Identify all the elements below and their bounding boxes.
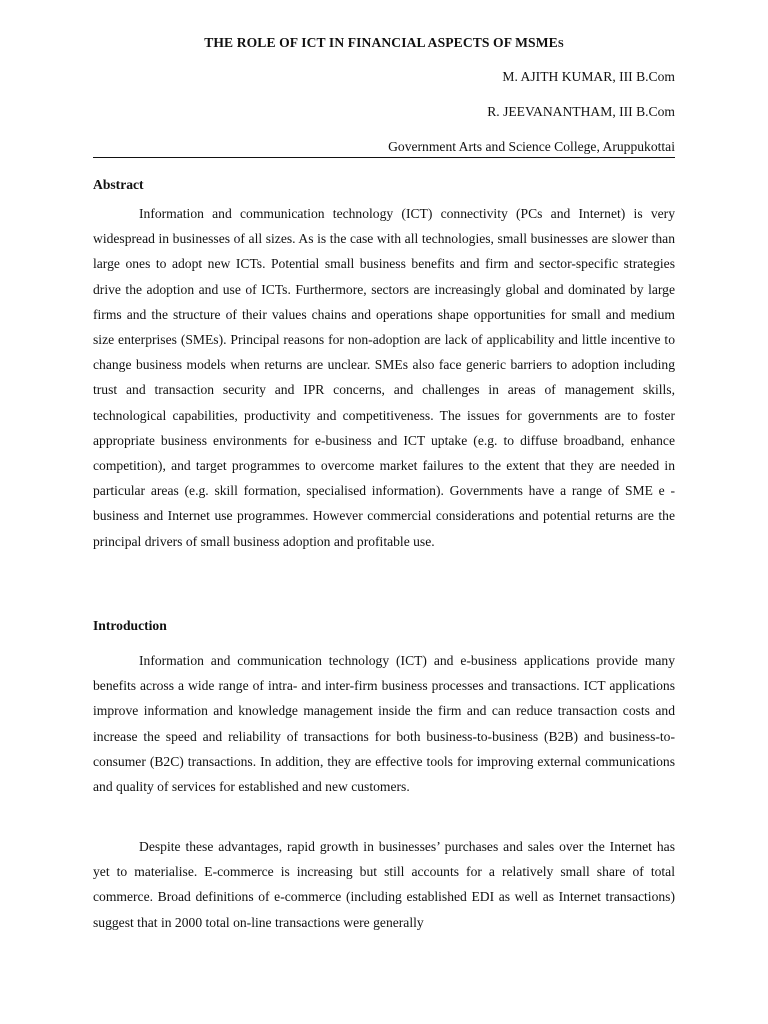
introduction-heading: Introduction — [93, 618, 167, 633]
document-page — [93, 0, 675, 1024]
paper-title — [93, 35, 675, 51]
abstract-heading: Abstract — [93, 177, 144, 192]
abstract-paragraph: Information and communication technology (ICT) connectivity (PCs and Internet) is very widespread in businesses of all sizes. As is the case with all technologies, small businesses are slower than large ones to adopt new ICTs. Potential small business benefits and firm and sector-specific strategies drive the adoption and use of ICTs. Furthermore, sectors are increasingly global and dominated by large firms and the structure of their values chains and operations shape opportunities for small and medium size enterprises (SMEs). Principal reasons for non-adoption are lack of applicability and little incentive to change business models when returns are unclear. SMEs also face generic barriers to adoption including trust and transaction security and IPR concerns, and challenges in areas of management skills, technological capabilities, productivity and competitiveness. The issues for governments are to foster appropriate business environments for e-business and ICT uptake (e.g. to diffuse broadband, enhance competition), and target programmes to overcome market failures to the extent that they are needed in particular areas (e.g. skill formation, specialised information). Governments have a range of SME e - business and Internet use programmes. However commercial considerations and potential returns are the principal drivers of small business adoption and profitable use. — [93, 206, 675, 549]
author-2: R. JEEVANANTHAM, III B.Com — [487, 104, 675, 119]
affiliation: Government Arts and Science College, Aruppukottai — [388, 139, 675, 154]
paper-title-main: THE ROLE OF ICT IN FINANCIAL ASPECTS OF MSME — [204, 35, 558, 50]
introduction-paragraph-2: Despite these advantages, rapid growth in businesses’ purchases and sales over the Internet has yet to materialise. E-commerce is increasing but still accounts for a relatively small share of total commerce. Broad definitions of e-commerce (including established EDI as well as Internet transactions) suggest that in 2000 total on-line transactions were generally — [93, 839, 675, 930]
header-divider — [93, 157, 675, 158]
paper-title-suffix: S — [557, 39, 564, 50]
author-1: M. AJITH KUMAR, III B.Com — [502, 69, 675, 84]
introduction-paragraph-1: Information and communication technology (ICT) and e-business applications provide many benefits across a wide range of intra- and inter-firm business processes and transactions. ICT applications improve information and knowledge management inside the firm and can reduce transaction costs and increase the speed and reliability of transactions for both business-to-business (B2B) and business-to-consumer (B2C) transactions. In addition, they are effective tools for improving external communications and quality of services for established and new customers. — [93, 653, 675, 795]
